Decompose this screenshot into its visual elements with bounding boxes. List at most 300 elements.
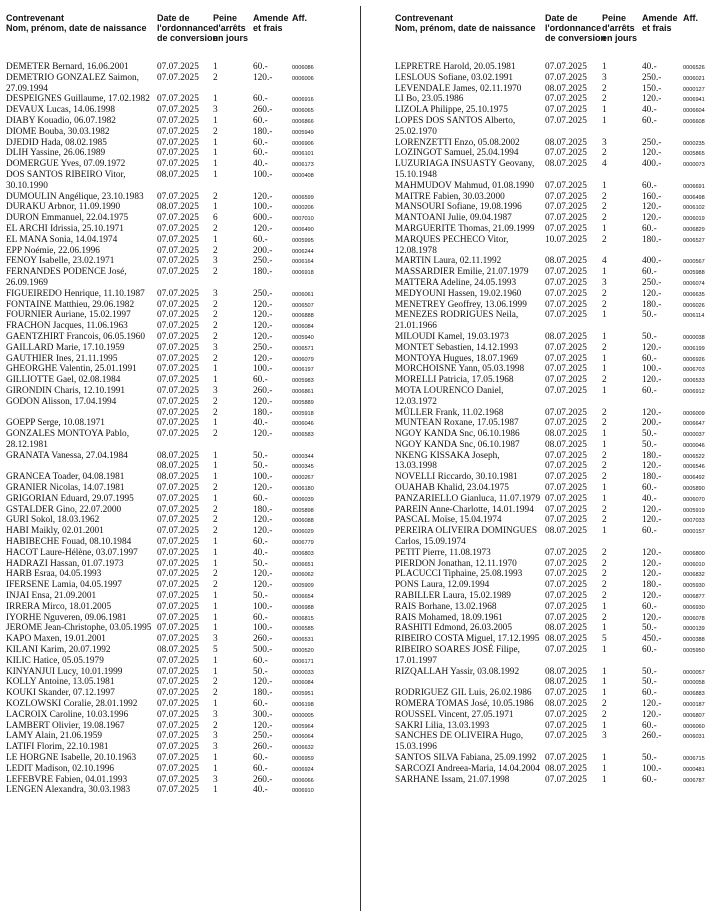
table-row [395, 192, 708, 203]
table-row [395, 623, 708, 634]
case-number: 0006787 [683, 777, 705, 784]
penalty-days: 2 [213, 72, 218, 83]
case-number: 0006074 [683, 280, 705, 287]
penalty-days: 6 [213, 213, 218, 224]
fine-amount: 120.- [642, 288, 662, 299]
table-row [6, 386, 352, 397]
fine-amount: 180.- [253, 688, 273, 699]
offender-name: LIZOLA Philippe, 25.10.1975 [395, 105, 508, 116]
offender-name: MENEZES RODRIGUES Neila, 21.01.1966 [395, 310, 519, 332]
table-row [395, 364, 708, 375]
penalty-days: 2 [213, 321, 218, 332]
conversion-date: 07.07.2025 [545, 569, 587, 580]
case-number: 0005865 [683, 151, 705, 158]
fine-amount: 120.- [642, 342, 662, 353]
conversion-date: 07.07.2025 [157, 720, 199, 731]
conversion-date: 07.07.2025 [545, 94, 587, 105]
penalty-days: 1 [602, 493, 607, 504]
fine-amount: 120.- [253, 720, 273, 731]
penalty-days: 2 [602, 83, 607, 94]
conversion-date: 08.07.2025 [157, 645, 199, 656]
conversion-date: 07.07.2025 [157, 353, 199, 364]
penalty-days: 2 [213, 688, 218, 699]
conversion-date: 07.07.2025 [157, 601, 199, 612]
conversion-date: 08.07.2025 [545, 331, 587, 342]
case-number: 0006866 [292, 118, 314, 125]
penalty-days: 2 [213, 504, 218, 515]
penalty-days: 5 [213, 645, 218, 656]
offender-name: GAILLARD Marie, 17.10.1959 [6, 342, 125, 353]
case-number: 0006084 [292, 680, 314, 687]
case-number: 0000520 [292, 648, 314, 655]
case-number: 0006916 [292, 97, 314, 104]
fine-amount: 160.- [642, 191, 662, 202]
table-row [395, 148, 708, 159]
case-number: 0006171 [292, 658, 314, 665]
penalty-days: 1 [602, 526, 607, 537]
penalty-days: 1 [602, 429, 607, 440]
table-row [395, 310, 708, 332]
case-number: 0005950 [683, 648, 705, 655]
case-number: 0000481 [683, 766, 705, 773]
offender-name: IYORHE Nguveren, 09.06.1981 [6, 612, 127, 623]
fine-amount: 120.- [253, 483, 273, 494]
conversion-date: 07.07.2025 [157, 483, 199, 494]
fine-amount: 60.- [642, 353, 657, 364]
case-number: 0000206 [292, 205, 314, 212]
fine-amount: 100.- [253, 364, 273, 375]
offender-name: LEFEBVRE Fabien, 04.01.1993 [6, 774, 128, 785]
offender-name: DIABY Kouadio, 06.07.1982 [6, 115, 116, 126]
offender-name: MENETREY Geoffrey, 13.06.1999 [395, 299, 527, 310]
offender-name: GAENTZHIRT Francois, 06.05.1960 [6, 331, 145, 342]
penalty-days: 2 [602, 94, 607, 105]
fine-amount: 260.- [253, 634, 273, 645]
offender-name: GOEPP Serge, 10.08.1971 [6, 418, 105, 429]
case-number: 0000157 [683, 529, 705, 536]
conversion-date: 07.07.2025 [545, 72, 587, 83]
offender-name: DESPEIGNES Guillaume, 17.02.1982 [6, 94, 150, 105]
conversion-date: 07.07.2025 [545, 753, 587, 763]
penalty-days: 1 [602, 105, 607, 116]
table-row [6, 202, 352, 213]
case-number: 0006583 [292, 432, 314, 439]
table-row [6, 94, 352, 105]
penalty-days: 3 [213, 342, 218, 353]
penalty-days: 1 [213, 612, 218, 623]
case-number: 0000057 0000058 [683, 669, 705, 687]
case-number: 0006533 [683, 378, 705, 385]
penalty-days: 2 [602, 515, 607, 526]
case-number: 0006861 [292, 388, 314, 395]
table-row [395, 472, 708, 483]
case-number: 0000127 [683, 86, 705, 93]
penalty-days: 1 [213, 115, 218, 126]
conversion-date: 07.07.2025 [545, 223, 587, 234]
fine-amount: 120.- [642, 547, 662, 558]
table-row [6, 343, 352, 354]
penalty-days: 1 [213, 169, 218, 180]
fine-amount: 50.- [642, 623, 657, 634]
case-number: 0007033 [683, 518, 705, 525]
fine-amount: 120.- [253, 677, 273, 688]
case-number: 0006244 [292, 248, 314, 255]
table-row [395, 440, 708, 451]
fine-amount: 250.- [253, 342, 273, 353]
case-number: 0006039 [292, 496, 314, 503]
table-row [395, 505, 708, 516]
conversion-date: 07.07.2025 [545, 299, 587, 310]
table-row [6, 213, 352, 224]
fine-amount: 100.- [253, 202, 273, 213]
case-number: 0006832 [683, 572, 705, 579]
offender-name: DUMOULIN Angélique, 23.10.1983 [6, 191, 144, 202]
offender-name: GILLIOTTE Gael, 02.08.1984 [6, 375, 121, 386]
table-header [6, 13, 352, 58]
penalty-days: 1 [602, 763, 607, 774]
conversion-date: 07.07.2025 [157, 245, 199, 256]
offender-name: SARCOZI Andreea-Maria, 14.04.2004 [395, 763, 540, 774]
fine-amount: 250.- [642, 72, 662, 83]
conversion-date: 07.07.2025 [157, 256, 199, 267]
header-date: Date de l'ordonnance de conversion [545, 13, 607, 43]
fine-amount: 60.- [253, 763, 268, 774]
fine-amount: 60.- [642, 601, 657, 612]
fine-amount: 100.- [642, 763, 662, 774]
offender-name: NOVELLI Riccardo, 30.10.1981 [395, 472, 518, 483]
conversion-date: 07.07.2025 [157, 753, 199, 763]
fine-amount: 120.- [253, 429, 273, 440]
offender-name: SAKRI Lilia, 13.03.1993 [395, 720, 490, 731]
fine-amount: 180.- [642, 299, 662, 310]
case-number: 0006526 [683, 65, 705, 71]
table-row [6, 677, 352, 688]
fine-amount: 120.- [253, 191, 273, 202]
conversion-date: 07.07.2025 [545, 612, 587, 623]
penalty-days: 1 [602, 310, 607, 321]
fine-amount: 40.- [642, 62, 657, 72]
case-number: 0000267 [292, 475, 314, 482]
conversion-date: 07.07.2025 [545, 645, 587, 656]
penalty-days: 1 [213, 591, 218, 602]
conversion-date: 07.07.2025 [157, 321, 199, 332]
penalty-days: 1 [602, 353, 607, 364]
penalty-days: 1 [602, 62, 607, 72]
case-number: 0006930 [683, 604, 705, 611]
penalty-days: 2 [213, 569, 218, 580]
conversion-date: 07.07.2025 [545, 288, 587, 299]
table-row [395, 515, 708, 526]
fine-amount: 100.- [253, 601, 273, 612]
penalty-days: 1 [602, 483, 607, 494]
penalty-days: 2 [213, 515, 218, 526]
conversion-date: 07.07.2025 [157, 774, 199, 785]
table-row [395, 667, 708, 689]
fine-amount: 40.- [253, 785, 268, 796]
fine-amount: 260.- [253, 385, 273, 396]
table-row [6, 710, 352, 721]
fine-amount: 60.- [642, 223, 657, 234]
table-row [395, 429, 708, 440]
conversion-date: 07.07.2025 [157, 288, 199, 299]
table-row [6, 354, 352, 365]
fine-amount: 60.- [642, 483, 657, 494]
offender-name: PETIT Pierre, 11.08.1973 [395, 547, 491, 558]
conversion-date: 07.07.2025 [157, 331, 199, 342]
conversion-date: 07.07.2025 [157, 62, 199, 72]
table-row [6, 656, 352, 667]
case-number: 0006507 [292, 302, 314, 309]
fine-amount: 60.- [253, 375, 268, 386]
table-row [6, 569, 352, 580]
case-number: 0000073 [683, 162, 705, 169]
case-number: 0006070 [683, 496, 705, 503]
table-row [6, 483, 352, 494]
table-row [395, 645, 708, 667]
offender-name: EL MANA Sonia, 14.04.1974 [6, 234, 118, 245]
offender-name: PAREIN Anne-Charlotte, 14.01.1994 [395, 504, 534, 515]
fine-amount: 400.- [642, 256, 662, 267]
conversion-date: 07.07.2025 [545, 720, 587, 731]
table-row [395, 267, 708, 278]
penalty-days: 3 [602, 137, 607, 148]
table-row [6, 667, 352, 678]
penalty-days: 3 [213, 731, 218, 742]
case-number: 0005940 [292, 334, 314, 341]
conversion-date: 07.07.2025 [157, 709, 199, 720]
offender-name: OUAHAB Khalid, 23.04.1975 [395, 483, 509, 494]
penalty-days: 2 [213, 267, 218, 278]
offender-name: DIOME Bouba, 30.03.1982 [6, 126, 110, 137]
case-number: 0006988 [292, 604, 314, 611]
offender-name: MUNTEAN Roxane, 17.05.1987 [395, 418, 519, 429]
offender-name: SARHANE Issam, 21.07.1998 [395, 774, 510, 785]
offender-name: MORCHOISNE Yann, 05.03.1998 [395, 364, 525, 375]
penalty-days: 2 [213, 429, 218, 440]
table-row [395, 408, 708, 419]
penalty-days: 2 [602, 580, 607, 591]
offender-name: HADRAZI Hassan, 01.07.1973 [6, 558, 124, 569]
fine-amount: 200.- [642, 418, 662, 429]
conversion-date: 07.07.2025 [545, 191, 587, 202]
conversion-date: 08.07.2025 [545, 137, 587, 148]
offender-name: NKENG KISSAKA Joseph, 13.03.1998 [395, 450, 500, 472]
table-row [395, 775, 708, 786]
penalty-days: 2 [602, 375, 607, 386]
conversion-date: 07.07.2025 [157, 267, 199, 278]
fine-amount: 120.- [642, 515, 662, 526]
offender-name: DJEDID Hada, 08.02.1985 [6, 137, 107, 148]
fine-amount: 40.- [253, 547, 268, 558]
fine-amount: 180.- 120.- [642, 450, 662, 472]
case-number: 0006959 [292, 756, 314, 762]
conversion-date: 07.07.2025 [157, 537, 199, 548]
case-number: 0005995 [292, 237, 314, 244]
table-row [395, 386, 708, 408]
offender-name: JEROME Jean-Christophe, 03.05.1995 [6, 623, 152, 634]
offender-name: GRANIER Nicolas, 14.07.1981 [6, 483, 125, 494]
fine-amount: 500.- [253, 645, 273, 656]
case-number: 0006490 [292, 226, 314, 233]
fine-amount: 60.- [642, 645, 657, 656]
penalty-days: 2 [602, 472, 607, 483]
case-number: 0006006 [292, 75, 314, 82]
offender-name: KOZLOWSKI Coralie, 28.01.1992 [6, 699, 138, 710]
case-number: 0006941 [683, 97, 705, 104]
penalty-days: 2 [213, 126, 218, 137]
penalty-days: 2 [602, 558, 607, 569]
fine-amount: 40.- [253, 418, 268, 429]
penalty-days: 1 [213, 699, 218, 710]
conversion-date: 07.07.2025 [545, 407, 587, 418]
case-number: 0006061 [292, 291, 314, 298]
case-number: 0000139 [683, 626, 705, 633]
fine-amount: 120.- [642, 213, 662, 224]
fine-amount: 180.- [642, 472, 662, 483]
case-number: 0006046 [292, 421, 314, 428]
fine-amount: 120.- [253, 331, 273, 342]
table-row [395, 105, 708, 116]
case-number: 0006498 [683, 194, 705, 201]
penalty-days: 2 [213, 580, 218, 591]
conversion-date: 07.07.2025 [157, 634, 199, 645]
conversion-date: 07.07.2025 [157, 418, 199, 429]
case-number: 0006906 [292, 140, 314, 147]
header-fine: Amende et frais [642, 13, 678, 33]
fine-amount: 40.- [642, 105, 657, 116]
case-number: 0006088 [292, 518, 314, 525]
table-row [395, 375, 708, 386]
table-row [6, 764, 352, 775]
offender-name: GHEORGHE Valentin, 25.01.1991 [6, 364, 137, 375]
case-number: 0000567 [683, 259, 705, 266]
table-row [395, 569, 708, 580]
offender-name: IFERSENE Lamia, 04.05.1997 [6, 580, 122, 591]
penalty-days: 2 [602, 699, 607, 710]
case-number: 0005949 [292, 129, 314, 136]
table-row [395, 559, 708, 570]
case-number: 0005964 [292, 723, 314, 730]
offender-name: PANZARIELLO Gianluca, 11.07.1979 [395, 493, 541, 504]
offender-name: LEPRETRE Harold, 20.05.1981 [395, 62, 516, 72]
penalty-days: 1 [602, 115, 607, 126]
conversion-date: 08.07.2025 [545, 159, 587, 170]
penalty-days: 2 [602, 407, 607, 418]
conversion-date: 07.07.2025 [157, 515, 199, 526]
offender-name: LAMY Alain, 21.06.1959 [6, 731, 102, 742]
fine-amount: 60.- [642, 526, 657, 537]
offender-name: MATTERA Adeline, 24.05.1993 [395, 277, 517, 288]
fine-amount: 120.- [642, 569, 662, 580]
penalty-days: 1 [602, 180, 607, 191]
penalty-days: 1 [213, 785, 218, 796]
fine-amount: 60.- [642, 688, 657, 699]
case-number: 0006019 [683, 216, 705, 223]
table-row [395, 138, 708, 149]
conversion-date: 07.07.2025 [157, 126, 199, 137]
fine-amount: 120.- [642, 202, 662, 213]
penalty-days: 2 [602, 591, 607, 602]
table-row [6, 300, 352, 311]
conversion-date: 07.07.2025 [157, 191, 199, 202]
case-number: 0006086 [292, 65, 314, 71]
fine-amount: 120.- [253, 580, 273, 591]
table-row [6, 116, 352, 127]
conversion-date: 07.07.2025 [545, 202, 587, 213]
penalty-days: 2 [213, 299, 218, 310]
case-number: 0006883 [683, 691, 705, 698]
conversion-date: 07.07.2025 [545, 688, 587, 699]
offender-name: IRRERA Mirco, 18.01.2005 [6, 601, 112, 612]
table-row [395, 602, 708, 613]
conversion-date: 07.07.2025 [545, 515, 587, 526]
case-number: 0000408 [292, 172, 314, 179]
fine-amount: 40.- [642, 493, 657, 504]
case-number: 0005898 [292, 507, 314, 514]
offender-name: LOZINGOT Samuel, 25.04.1994 [395, 148, 519, 159]
table-row [6, 170, 352, 192]
offender-name: LI Bo, 23.05.1986 [395, 94, 464, 105]
penalty-days: 3 [213, 634, 218, 645]
penalty-days: 2 [602, 288, 607, 299]
conversion-date: 07.07.2025 [157, 105, 199, 116]
table-row [6, 451, 352, 473]
case-number: 0005890 [683, 486, 705, 493]
conversion-date: 07.07.2025 [157, 493, 199, 504]
conversion-date: 07.07.2025 [157, 655, 199, 666]
penalty-days: 1 [602, 385, 607, 396]
table-row [395, 235, 708, 257]
offender-name: INJAI Ensa, 21.09.2001 [6, 591, 97, 602]
fine-amount: 250.- [642, 137, 662, 148]
penalty-days: 3 [213, 256, 218, 267]
penalty-days: 1 [602, 645, 607, 656]
fine-amount: 120.- [642, 148, 662, 159]
fine-amount: 50.- [642, 439, 657, 450]
penalty-days: 1 [602, 331, 607, 342]
table-row [395, 753, 708, 764]
fine-amount: 120.- [253, 321, 273, 332]
fine-amount: 50.- [642, 429, 657, 440]
offender-name: HARB Esraa, 04.05.1993 [6, 569, 102, 580]
offender-name: MEDYOUNI Hassen, 19.02.1960 [395, 288, 522, 299]
offender-name: GODON Alisson, 17.04.1994 [6, 396, 117, 407]
fine-amount: 50.- [253, 666, 268, 677]
fine-amount: 120.- [642, 558, 662, 569]
table-row [395, 418, 708, 429]
conversion-date: 07.07.2025 [545, 62, 587, 72]
penalty-days: 2 [602, 569, 607, 580]
table-row [6, 645, 352, 656]
fine-amount: 260.- [253, 742, 273, 753]
offender-name: GSTALDER Gino, 22.07.2000 [6, 504, 122, 515]
penalty-days: 1 [213, 137, 218, 148]
penalty-days: 2 [602, 191, 607, 202]
fine-amount: 50.- [642, 753, 657, 763]
table-row [6, 785, 352, 796]
penalty-days: 5 [602, 634, 607, 645]
case-number: 0006026 [683, 302, 705, 309]
table-row [395, 73, 708, 84]
offender-name: GRANCEA Toader, 04.08.1981 [6, 472, 125, 483]
fine-amount: 100.- [253, 169, 273, 180]
case-number: 0006531 [292, 637, 314, 644]
penalty-days: 2 [602, 342, 607, 353]
penalty-days: 1 [602, 223, 607, 234]
table-row [6, 159, 352, 170]
conversion-date: 07.07.2025 [157, 148, 199, 159]
fine-amount: 60.- [253, 537, 268, 548]
